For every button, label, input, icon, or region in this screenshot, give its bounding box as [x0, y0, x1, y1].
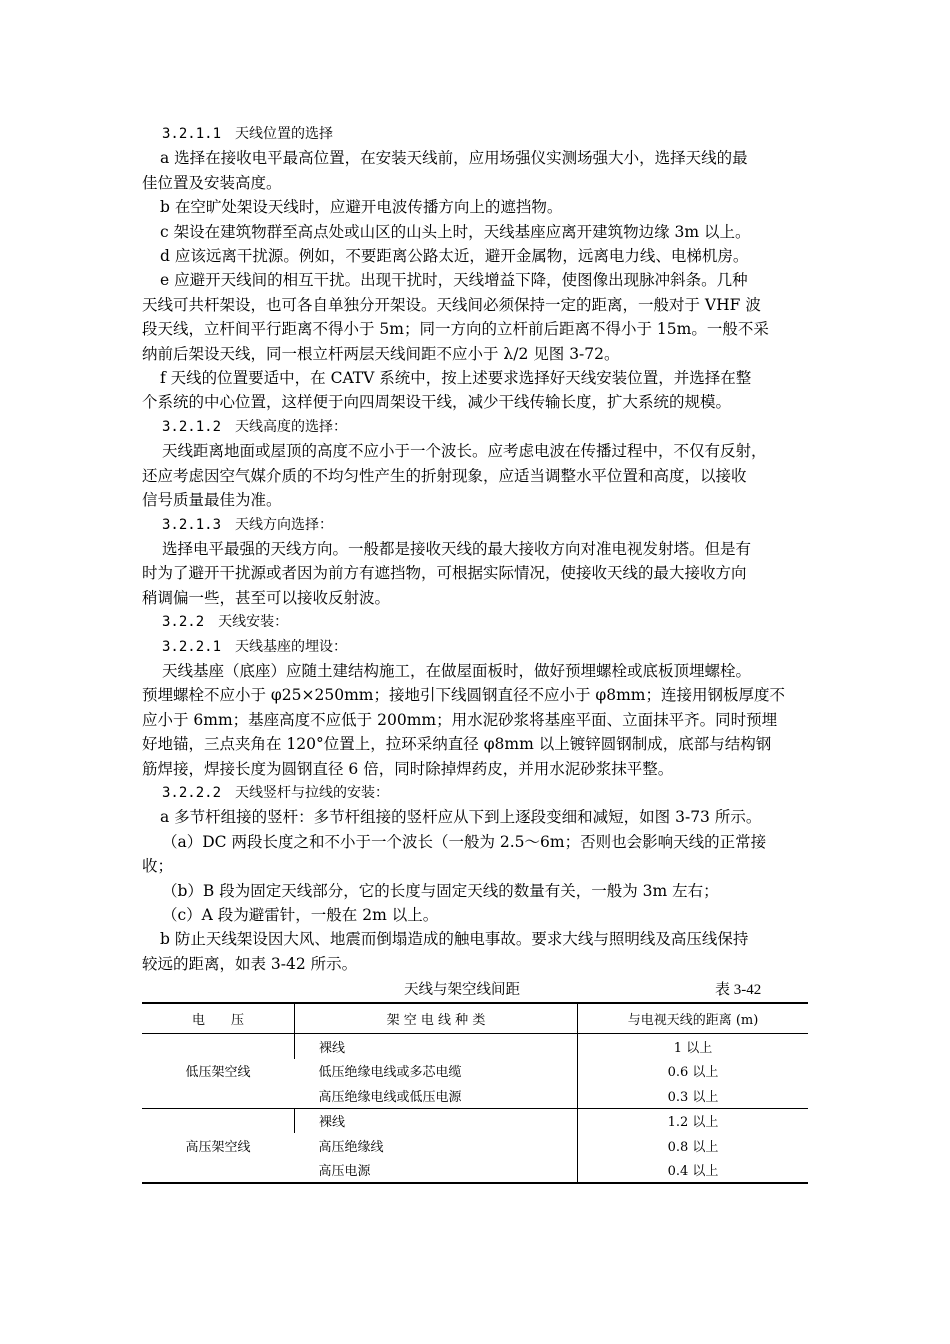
- text-line: 稍调偏一些，甚至可以接收反射波。: [142, 588, 391, 607]
- text-line: 应小于 6mm；基座高度不应低于 200mm；用水泥砂浆将基座平面、立面抹平齐。同时预埋: [142, 710, 778, 729]
- line-type-cell: 高压绝缘电线或低压电源: [295, 1083, 578, 1108]
- text-line: d 应该远离干扰源。例如，不要距离公路太近，避开金属物，远离电力线、电梯机房。: [160, 247, 749, 266]
- text-line: a 多节杆组接的竖杆：多节杆组接的竖杆应从下到上逐段变细和减短，如图 3-73 所示。: [160, 808, 762, 827]
- text-line: 收；: [142, 857, 174, 876]
- text-line: 段天线，立杆间平行距离不得小于 5m；同一方向的立杆前后距离不得小于 15m。一般不采: [142, 320, 769, 339]
- group-voltage: 高压架空线: [185, 1139, 251, 1155]
- text-line: 佳位置及安装高度。: [142, 173, 282, 192]
- text-line: （b）B 段为固定天线部分，它的长度与固定天线的数量有关，一般为 3m 左右；: [162, 881, 719, 900]
- document-page: [142, 122, 812, 1184]
- text-line: 个系统的中心位置，这样便于向四周架设干线，减少干线传输长度，扩大系统的规模。: [142, 393, 732, 412]
- line-type-cell: 裸线: [295, 1108, 578, 1133]
- distance-cell: 0.4 以上: [578, 1158, 809, 1184]
- line-type-cell: 高压电源: [318, 1164, 371, 1180]
- text-line: 筋焊接，焊接长度为圆钢直径 6 倍，同时除掉焊药皮，并用水泥砂浆抹平整。: [142, 759, 674, 778]
- text-line: f 天线的位置要适中，在 CATV 系统中，按上述要求选择好天线安装位置，并选择在整: [160, 369, 752, 388]
- section-heading: 3.2.1.2 天线高度的选择：: [162, 418, 348, 435]
- text-line: 好地锚，三点夹角在 120°位置上，拉环采纳直径 φ8mm 以上镀锌圆钢制成，底部与结构钢: [142, 735, 772, 754]
- body-text: [142, 122, 812, 976]
- text-line: 还应考虑因空气媒介质的不均匀性产生的折射现象，应适当调整水平位置和高度，以接收: [142, 466, 747, 485]
- line-type-cell: 低压绝缘电线或多芯电缆: [318, 1065, 462, 1081]
- text-line: 纳前后架设天线，同一根立杆两层天线间距不应小于 λ/2 见图 3-72。: [142, 344, 620, 363]
- text-line: 信号质量最佳为准。: [142, 491, 282, 510]
- header-distance: 与电视天线的距离 (m): [578, 1003, 809, 1034]
- header-voltage: 电 压: [142, 1003, 295, 1034]
- text-line: 天线可共杆架设，也可各自单独分开架设。天线间必须保持一定的距离，一般对于 VHF 波: [142, 295, 761, 314]
- line-type-cell: 高压绝缘线: [318, 1139, 384, 1155]
- text-line: e 应避开天线间的相互干扰。出现干扰时，天线增益下降，使图像出现脉冲斜条。几种: [160, 271, 748, 290]
- section-heading: 3.2.1.3 天线方向选择：: [162, 516, 334, 533]
- text-line: （a）DC 两段长度之和不小于一个波长（一般为 2.5～6m；否则也会影响天线的正常接: [162, 832, 767, 851]
- text-line: a 选择在接收电平最高位置，在安装天线前，应用场强仪实测场强大小，选择天线的最: [160, 149, 748, 168]
- section-heading: 3.2.2.1 天线基座的埋设：: [162, 638, 348, 655]
- table-title: 天线与架空线间距: [404, 982, 520, 999]
- text-line: 天线距离地面或屋顶的高度不应小于一个波长。应考虑电波在传播过程中，不仅有反射，: [162, 442, 767, 461]
- section-heading: 3.2.1.1 天线位置的选择: [162, 126, 334, 142]
- text-line: b 防止天线架设因大风、地震而倒塌造成的触电事故。要求大线与照明线及高压线保持: [160, 930, 749, 949]
- group-voltage: 低压架空线: [142, 1034, 295, 1109]
- header-line-type: 架 空 电 线 种 类: [295, 1003, 578, 1034]
- table-row: [142, 1034, 808, 1059]
- distance-cell: 1 以上: [578, 1034, 809, 1059]
- section-heading: 3.2.2 天线安装：: [162, 614, 289, 631]
- text-line: 选择电平最强的天线方向。一般都是接收天线的最大接收方向对准电视发射塔。但是有: [162, 539, 752, 558]
- section-heading: 3.2.2.2 天线竖杆与拉线的安装：: [162, 784, 390, 801]
- distance-cell: 1.2 以上: [578, 1108, 809, 1133]
- text-line: 预埋螺栓不应小于 φ25×250mm；接地引下线圆钢直径不应小于 φ8mm；连接用钢板厚度不: [142, 686, 786, 705]
- spacing-table: [142, 1002, 808, 1184]
- line-type-cell: 裸线: [295, 1034, 578, 1059]
- table-row: [142, 1108, 808, 1133]
- distance-cell: 0.6 以上: [578, 1059, 809, 1084]
- text-line: 时为了避开干扰源或者因为前方有遮挡物，可根据实际情况，使接收天线的最大接收方向: [142, 564, 747, 583]
- distance-cell: 0.3 以上: [578, 1083, 809, 1108]
- text-line: 较远的距离，如表 3-42 所示。: [142, 954, 358, 973]
- text-line: c 架设在建筑物群至高点处或山区的山头上时，天线基座应离开建筑物边缘 3m 以上。: [160, 222, 751, 241]
- text-line: （c）A 段为避雷针，一般在 2m 以上。: [162, 906, 439, 924]
- text-line: b 在空旷处架设天线时，应避开电波传播方向上的遮挡物。: [160, 198, 563, 217]
- text-line: 天线基座（底座）应随土建结构施工，在做屋面板时，做好预埋螺栓或底板顶埋螺栓。: [162, 661, 752, 680]
- table-number: 表 3-42: [715, 982, 762, 999]
- distance-cell: 0.8 以上: [578, 1133, 809, 1158]
- table-header-row: [142, 1003, 808, 1034]
- table-caption: [142, 976, 812, 1002]
